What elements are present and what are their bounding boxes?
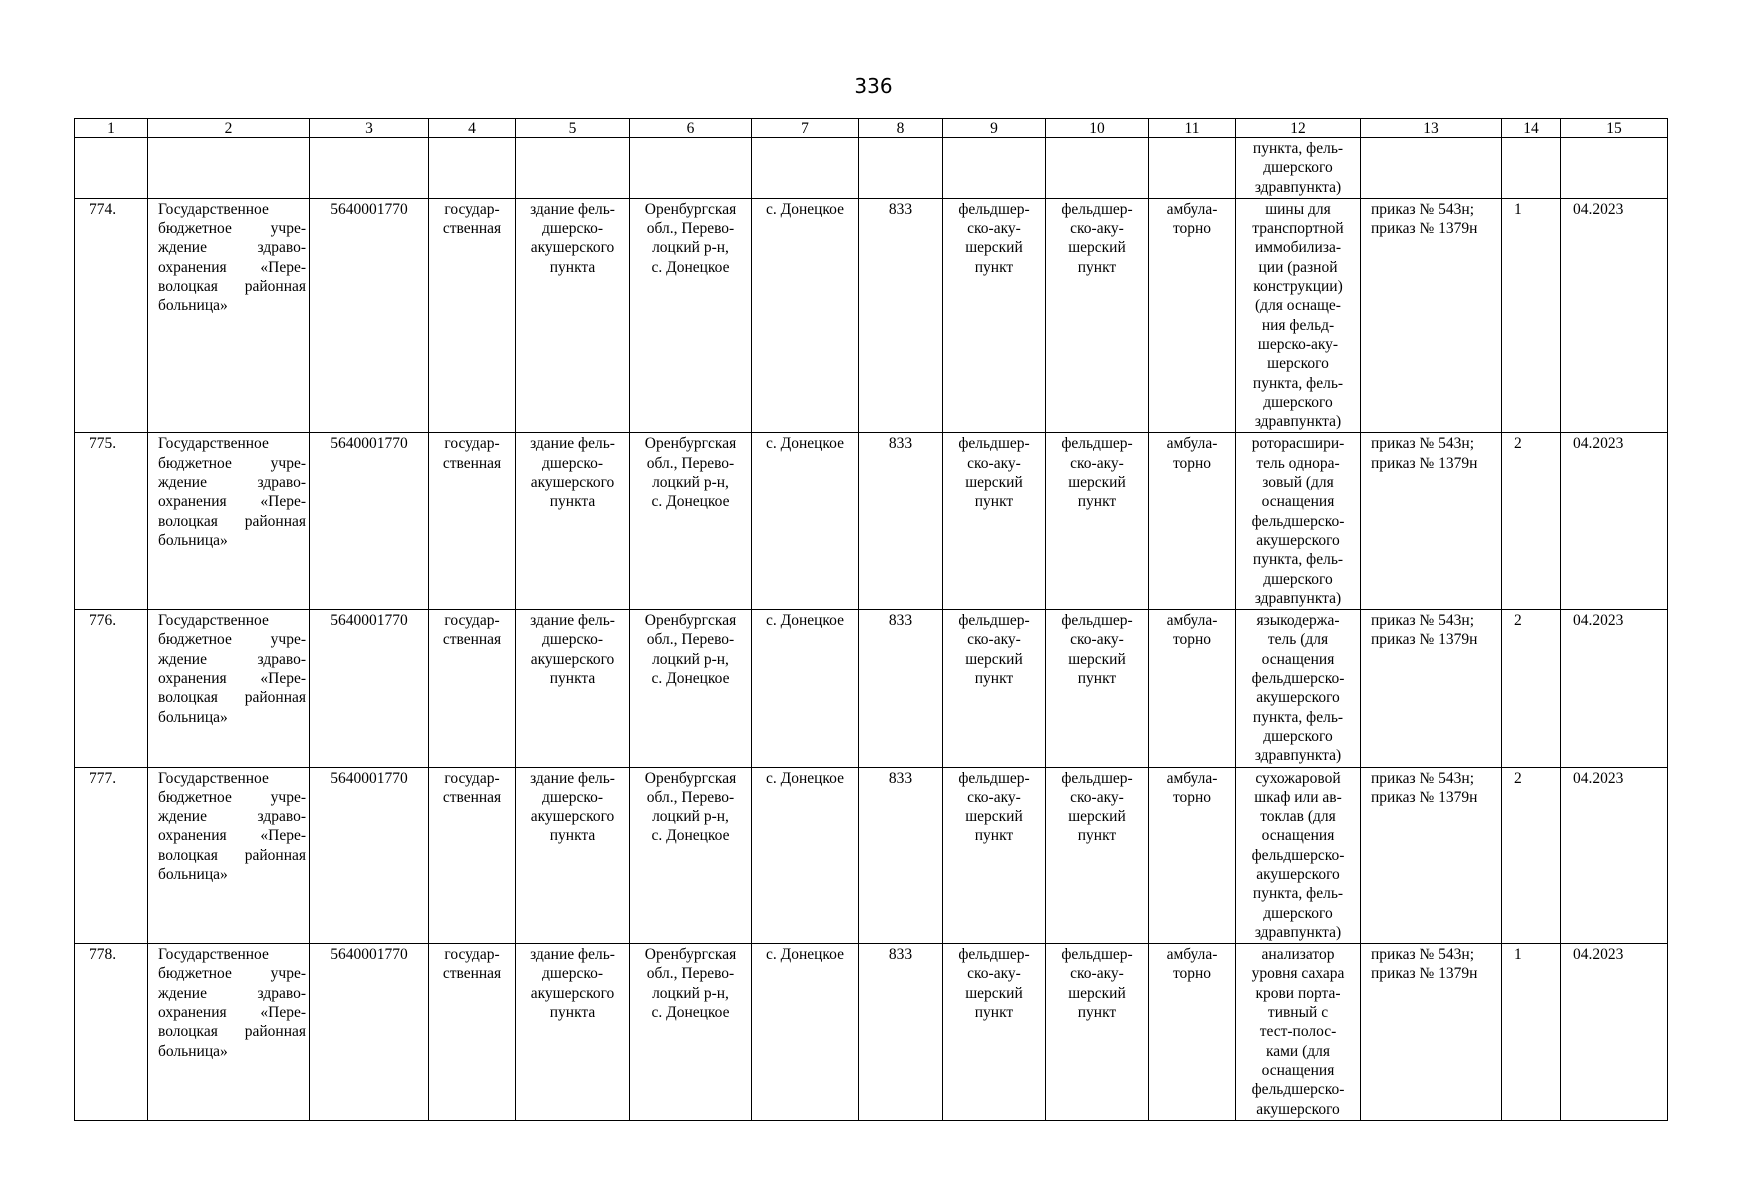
care-form-cell: амбула- торно	[1149, 610, 1236, 767]
column-header: 11	[1149, 119, 1236, 138]
address-cell: Оренбургская обл., Перево- лоцкий р-н, с. Донецкое	[630, 610, 752, 767]
date-cell: 04.2023	[1561, 767, 1668, 944]
row-number-cell: 776.	[75, 610, 148, 767]
locality-cell: с. Донецкое	[752, 433, 859, 610]
column-header: 1	[75, 119, 148, 138]
building-cell: здание фель- дшерско- акушерского пункта	[516, 944, 630, 1121]
quantity-cell: 2	[1502, 767, 1561, 944]
row-number-cell: 778.	[75, 944, 148, 1121]
column-header: 8	[859, 119, 943, 138]
column-header: 13	[1361, 119, 1502, 138]
date-cell: 04.2023	[1561, 198, 1668, 433]
order-cell: приказ № 543н; приказ № 1379н	[1361, 767, 1502, 944]
code-cell: 833	[859, 944, 943, 1121]
locality-cell: с. Донецкое	[752, 198, 859, 433]
inn-cell: 5640001770	[310, 944, 429, 1121]
address-cell: Оренбургская обл., Перево- лоцкий р-н, с. Донецкое	[630, 767, 752, 944]
organization-cell: Государственное бюджетное учре-ждение здраво-охранения «Пере-волоцкая районная больница»	[148, 610, 310, 767]
quantity-cell: 1	[1502, 944, 1561, 1121]
facility-type-cell: фельдшер- ско-аку- шерский пункт	[943, 433, 1046, 610]
ownership-cell: государ- ственная	[429, 610, 516, 767]
facility-subtype-cell: фельдшер- ско-аку- шерский пункт	[1046, 610, 1149, 767]
column-header: 12	[1236, 119, 1361, 138]
inn-cell: 5640001770	[310, 767, 429, 944]
table-row	[75, 198, 1668, 433]
locality-cell: с. Донецкое	[752, 610, 859, 767]
date-cell: 04.2023	[1561, 944, 1668, 1121]
column-header: 14	[1502, 119, 1561, 138]
ownership-cell: государ- ственная	[429, 767, 516, 944]
organization-cell: Государственное бюджетное учре-ждение здраво-охранения «Пере-волоцкая районная больница»	[148, 198, 310, 433]
inn-cell: 5640001770	[310, 198, 429, 433]
ownership-cell: государ- ственная	[429, 433, 516, 610]
column-header: 2	[148, 119, 310, 138]
row-number-cell: 774.	[75, 198, 148, 433]
address-cell: Оренбургская обл., Перево- лоцкий р-н, с. Донецкое	[630, 944, 752, 1121]
care-form-cell: амбула- торно	[1149, 198, 1236, 433]
equipment-cell: пункта, фель- дшерского здравпункта)	[1236, 138, 1361, 199]
facility-type-cell: фельдшер- ско-аку- шерский пункт	[943, 198, 1046, 433]
building-cell: здание фель- дшерско- акушерского пункта	[516, 433, 630, 610]
row-number-cell: 777.	[75, 767, 148, 944]
facility-subtype-cell: фельдшер- ско-аку- шерский пункт	[1046, 944, 1149, 1121]
ownership-cell: государ- ственная	[429, 944, 516, 1121]
order-cell: приказ № 543н; приказ № 1379н	[1361, 433, 1502, 610]
ownership-cell: государ- ственная	[429, 198, 516, 433]
quantity-cell: 2	[1502, 610, 1561, 767]
care-form-cell: амбула- торно	[1149, 433, 1236, 610]
quantity-cell: 1	[1502, 198, 1561, 433]
code-cell: 833	[859, 610, 943, 767]
date-cell: 04.2023	[1561, 610, 1668, 767]
inn-cell: 5640001770	[310, 433, 429, 610]
building-cell: здание фель- дшерско- акушерского пункта	[516, 610, 630, 767]
code-cell: 833	[859, 198, 943, 433]
code-cell: 833	[859, 433, 943, 610]
locality-cell: с. Донецкое	[752, 767, 859, 944]
facility-type-cell: фельдшер- ско-аку- шерский пункт	[943, 610, 1046, 767]
column-header: 5	[516, 119, 630, 138]
column-header: 7	[752, 119, 859, 138]
quantity-cell: 2	[1502, 433, 1561, 610]
facility-type-cell: фельдшер- ско-аку- шерский пункт	[943, 767, 1046, 944]
inn-cell: 5640001770	[310, 610, 429, 767]
table-row	[75, 767, 1668, 944]
table-row	[75, 610, 1668, 767]
organization-cell: Государственное бюджетное учре-ждение здраво-охранения «Пере-волоцкая районная больница»	[148, 433, 310, 610]
equipment-cell: анализатор уровня сахара крови порта- тивный с тест-полос- ками (для оснащения фельдшерско- акушерского	[1236, 944, 1361, 1121]
column-number-header-row	[75, 119, 1668, 138]
locality-cell: с. Донецкое	[752, 944, 859, 1121]
column-header: 10	[1046, 119, 1149, 138]
organization-cell: Государственное бюджетное учре-ждение здраво-охранения «Пере-волоцкая районная больница»	[148, 767, 310, 944]
column-header: 6	[630, 119, 752, 138]
order-cell: приказ № 543н; приказ № 1379н	[1361, 610, 1502, 767]
equipment-table	[74, 118, 1668, 1121]
equipment-cell: роторасшири- тель однора- зовый (для оснащения фельдшерско- акушерского пункта, фель- дшерского здравпункта)	[1236, 433, 1361, 610]
continuation-row	[75, 138, 1668, 199]
column-header: 3	[310, 119, 429, 138]
order-cell: приказ № 543н; приказ № 1379н	[1361, 944, 1502, 1121]
address-cell: Оренбургская обл., Перево- лоцкий р-н, с. Донецкое	[630, 198, 752, 433]
column-header: 15	[1561, 119, 1668, 138]
page-number: 336	[854, 74, 893, 98]
date-cell: 04.2023	[1561, 433, 1668, 610]
care-form-cell: амбула- торно	[1149, 767, 1236, 944]
building-cell: здание фель- дшерско- акушерского пункта	[516, 198, 630, 433]
care-form-cell: амбула- торно	[1149, 944, 1236, 1121]
column-header: 9	[943, 119, 1046, 138]
row-number-cell: 775.	[75, 433, 148, 610]
equipment-cell: сухожаровой шкаф или ав- токлав (для оснащения фельдшерско- акушерского пункта, фель- дшерского здравпункта)	[1236, 767, 1361, 944]
facility-subtype-cell: фельдшер- ско-аку- шерский пункт	[1046, 198, 1149, 433]
order-cell: приказ № 543н; приказ № 1379н	[1361, 198, 1502, 433]
organization-cell: Государственное бюджетное учре-ждение здраво-охранения «Пере-волоцкая районная больница»	[148, 944, 310, 1121]
facility-subtype-cell: фельдшер- ско-аку- шерский пункт	[1046, 767, 1149, 944]
code-cell: 833	[859, 767, 943, 944]
building-cell: здание фель- дшерско- акушерского пункта	[516, 767, 630, 944]
column-header: 4	[429, 119, 516, 138]
table-row	[75, 944, 1668, 1121]
equipment-cell: шины для транспортной иммобилиза- ции (разной конструкции) (для оснаще- ния фельд- шерско-аку- шерского пункта, фель- дшерского здравпункта)	[1236, 198, 1361, 433]
table-row	[75, 433, 1668, 610]
facility-type-cell: фельдшер- ско-аку- шерский пункт	[943, 944, 1046, 1121]
address-cell: Оренбургская обл., Перево- лоцкий р-н, с. Донецкое	[630, 433, 752, 610]
equipment-cell: языкодержа- тель (для оснащения фельдшерско- акушерского пункта, фель- дшерского здравпункта)	[1236, 610, 1361, 767]
facility-subtype-cell: фельдшер- ско-аку- шерский пункт	[1046, 433, 1149, 610]
